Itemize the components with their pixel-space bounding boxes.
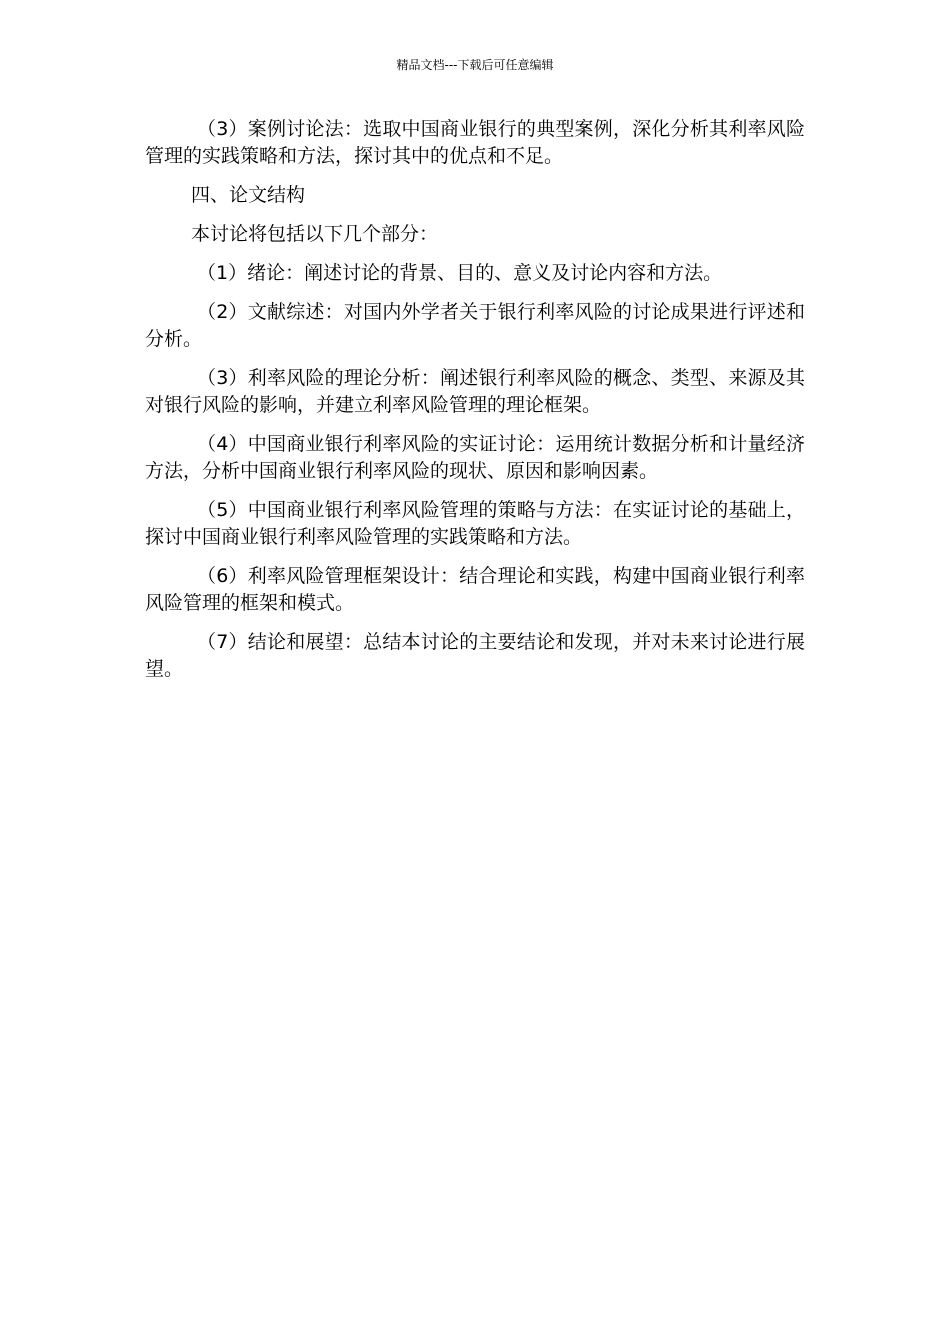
paragraph-structure-intro: 本讨论将包括以下几个部分：	[191, 223, 439, 245]
list-item-strategies: （5）中国商业银行利率风险管理的策略与方法：在实证讨论的基础上，探讨中国商业银行利率风险管理的实践策略和方法。	[145, 499, 805, 548]
list-item-literature-review: （2）文献综述：对国内外学者关于银行利率风险的讨论成果进行评述和分析。	[145, 301, 805, 350]
section-heading-thesis-structure: 四、论文结构	[191, 184, 306, 206]
list-item-framework-design: （6）利率风险管理框架设计：结合理论和实践，构建中国商业银行利率风险管理的框架和模式。	[145, 565, 805, 614]
paragraph-case-study-method: （3）案例讨论法：选取中国商业银行的典型案例，深化分析其利率风险管理的实践策略和方法，探讨其中的优点和不足。	[145, 118, 805, 167]
document-body	[145, 116, 805, 695]
list-item-conclusion: （7）结论和展望：总结本讨论的主要结论和发现，并对未来讨论进行展望。	[145, 631, 805, 680]
list-item-empirical-study: （4）中国商业银行利率风险的实证讨论：运用统计数据分析和计量经济方法，分析中国商业银行利率风险的现状、原因和影响因素。	[145, 433, 805, 482]
page-header: 精品文档---下载后可任意编辑	[396, 58, 554, 72]
list-item-theory-analysis: （3）利率风险的理论分析：阐述银行利率风险的概念、类型、来源及其对银行风险的影响，并建立利率风险管理的理论框架。	[145, 367, 805, 416]
list-item-introduction: （1）绪论：阐述讨论的背景、目的、意义及讨论内容和方法。	[197, 262, 723, 284]
